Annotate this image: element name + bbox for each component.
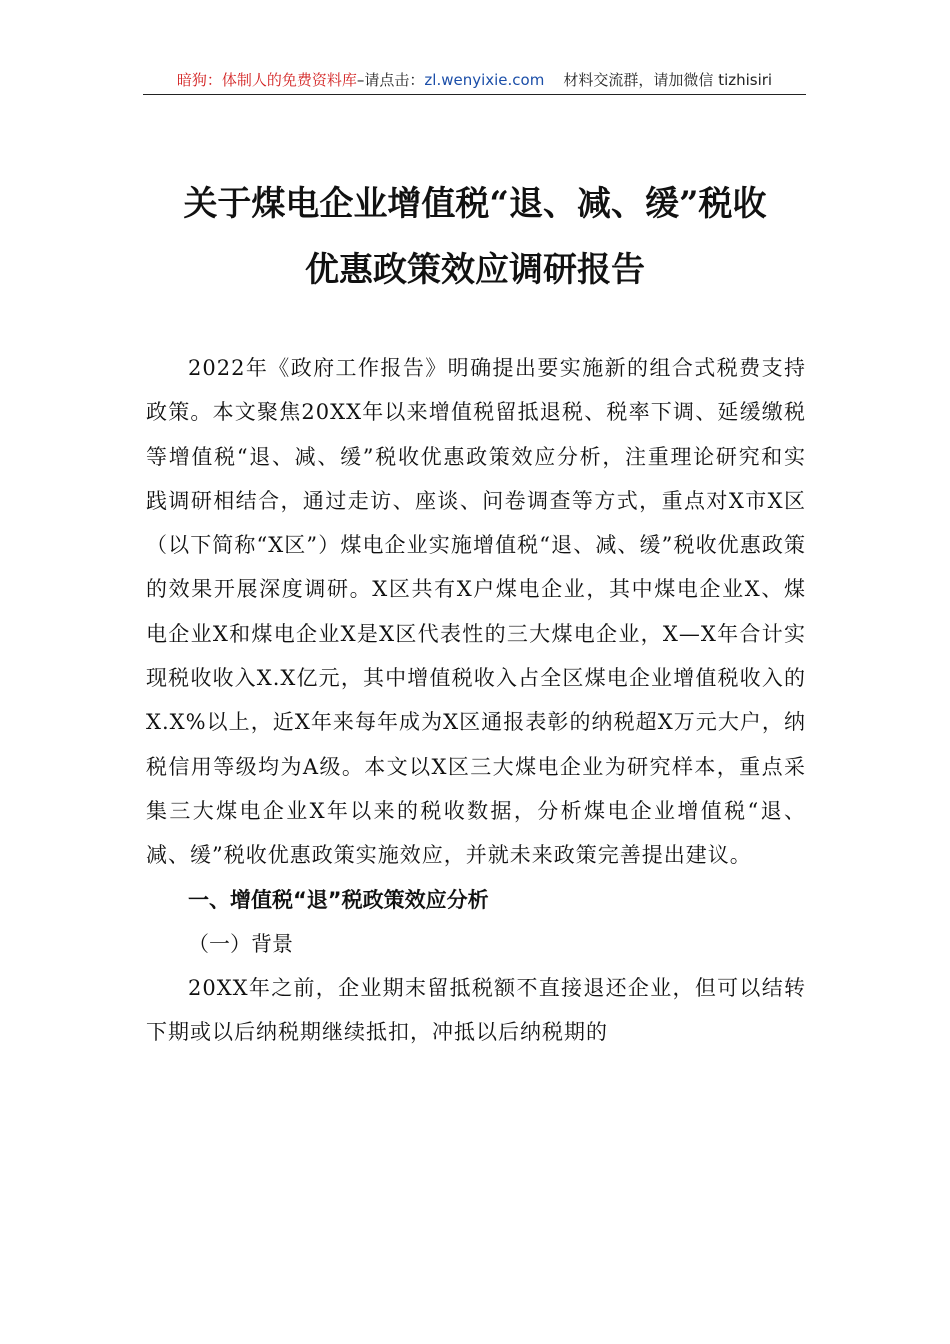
header-spacer xyxy=(544,71,563,89)
document-body xyxy=(146,346,806,1055)
header-contact: 材料交流群，请加微信 tizhisiri xyxy=(563,71,773,89)
subsection-paragraph: 20XX年之前，企业期末留抵税额不直接退还企业，但可以结转下期或以后纳税期继续抵扣，冲抵以后纳税期的 xyxy=(146,976,806,1045)
intro-paragraph: 2022年《政府工作报告》明确提出要实施新的组合式税费支持政策。本文聚焦20XX年以来增值税留抵退税、税率下调、延缓缴税等增值税“退、减、缓”税收优惠政策效应分析，注重理论研究和实践调研相结合，通过走访、座谈、问卷调查等方式，重点对X市X区（以下简称“X区”）煤电企业实施增值税“退、减、缓”税收优惠政策的效果开展深度调研。X区共有X户煤电企业，其中煤电企业X、煤电企业X和煤电企业X是X区代表性的三大煤电企业，X—X年合计实现税收收入X.X亿元，其中增值税收入占全区煤电企业增值税收入的X.X%以上，近X年来每年成为X区通报表彰的纳税超X万元大户，纳税信用等级均为A级。本文以X区三大煤电企业为研究样本，重点采集三大煤电企业X年以来的税收数据，分析煤电企业增值税“退、减、缓”税收优惠政策实施效应，并就未来政策完善提出建议。 xyxy=(146,356,806,868)
section-heading: 一、增值税“退”税政策效应分析 xyxy=(188,887,489,912)
document-title-line1: 关于煤电企业增值税“退、减、缓”税收 xyxy=(183,184,767,224)
subsection-heading: （一）背景 xyxy=(188,931,293,956)
page-header xyxy=(143,68,806,95)
header-site-name: 暗狗：体制人的免费资料库 xyxy=(176,71,357,89)
header-url-link[interactable]: zl.wenyixie.com xyxy=(424,71,545,89)
document-title-line2: 优惠政策效应调研报告 xyxy=(305,250,645,290)
header-prompt: –请点击： xyxy=(356,71,425,89)
